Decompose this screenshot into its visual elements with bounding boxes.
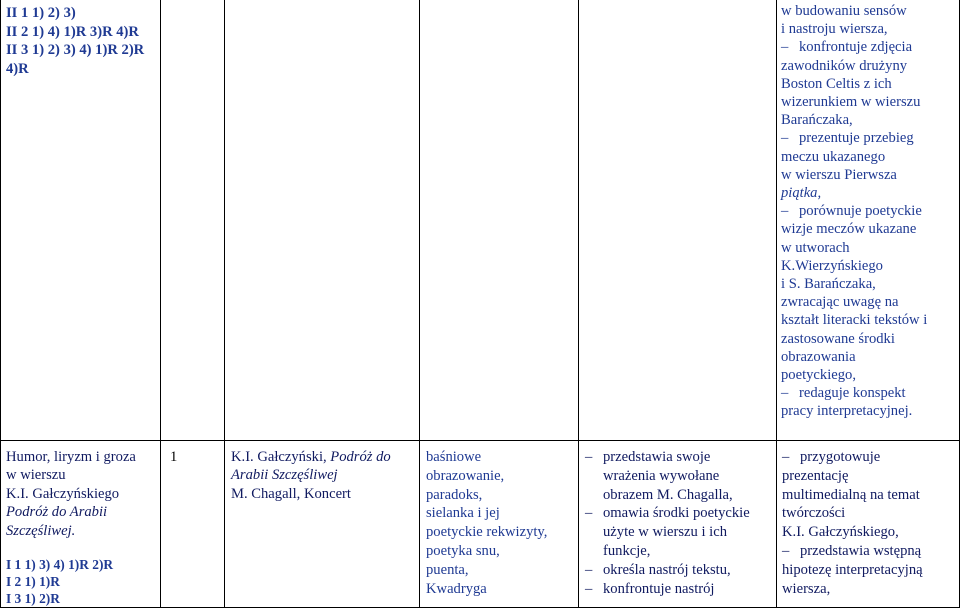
- text-line: K.I. Gałczyński, Podróż do: [231, 449, 391, 465]
- skill-line: w utworach: [781, 239, 850, 256]
- concept-line: obrazowanie,: [426, 467, 505, 484]
- skill-line: meczu ukazanego: [781, 148, 886, 165]
- skill-line: – konfrontuje nastrój: [585, 580, 715, 597]
- skill-line: – omawia środki poetyckie: [585, 505, 750, 522]
- code-line: II 2 1) 4) 1)R 3)R 4)R: [6, 23, 139, 40]
- concept-line: sielanka i jej: [426, 505, 500, 522]
- concept-line: Kwadryga: [426, 580, 487, 597]
- column-divider: [419, 0, 420, 608]
- concept-line: baśniowe: [426, 449, 482, 465]
- skill-line: K.I. Gałczyńskiego,: [782, 524, 899, 541]
- topic-codes: [6, 556, 113, 607]
- skill-line: poetyckiego,: [781, 367, 856, 384]
- skill-line: kształt literacki tekstów i: [781, 312, 928, 329]
- topic-line: w wierszu: [6, 467, 66, 484]
- column-divider: [224, 0, 225, 608]
- column-divider: [160, 0, 161, 608]
- skill-line: – określa nastrój tekstu,: [585, 561, 731, 578]
- skill-line: – przygotowuje: [782, 449, 881, 465]
- hours-value: 1: [170, 449, 178, 465]
- extended-skills-continuation: [781, 2, 927, 421]
- code-line: I 1 1) 3) 4) 1)R 2)R: [6, 557, 114, 572]
- text-line: M. Chagall, Koncert: [231, 485, 351, 502]
- topic-line: Szczęśliwej.: [6, 522, 76, 539]
- skill-line: – prezentuje przebieg: [781, 130, 914, 147]
- skill-line: w budowaniu sensów: [781, 3, 907, 19]
- skill-line: wizerunkiem w wierszu: [781, 94, 921, 111]
- skill-line: prezentację: [782, 467, 849, 484]
- skill-line: obrazowania: [781, 348, 856, 365]
- skill-line: – porównuje poetyckie: [781, 203, 922, 220]
- skill-line: zawodników drużyny: [781, 57, 908, 74]
- column-divider: [578, 0, 579, 608]
- topic-line: K.I. Gałczyńskiego: [6, 485, 120, 502]
- skill-line: pracy interpretacyjnej.: [781, 403, 913, 420]
- code-line: I 3 1) 2)R: [6, 591, 60, 606]
- concept-line: poetyckie rekwizyty,: [426, 524, 548, 541]
- skill-line: wrażenia wywołane: [603, 467, 720, 484]
- skill-line: zwracając uwagę na: [781, 294, 899, 311]
- skill-line: Barańczaka,: [781, 112, 853, 129]
- hours-cell: [170, 448, 177, 467]
- concept-line: paradoks,: [426, 486, 483, 503]
- skill-line: twórczości: [782, 505, 846, 522]
- skill-line: funkcje,: [603, 542, 651, 559]
- column-divider: [776, 0, 777, 608]
- basic-skills-cell: [585, 448, 750, 598]
- topic-line: Podróż do Arabii: [6, 504, 108, 521]
- code-line: II 3 1) 2) 3) 4) 1)R 2)R: [6, 42, 145, 59]
- row-divider: [0, 440, 960, 441]
- skill-line: i nastroju wiersza,: [781, 21, 888, 38]
- code-line: I 2 1) 1)R: [6, 574, 60, 589]
- skill-line: w wierszu Pierwsza: [781, 166, 897, 183]
- topic-line: Humor, liryzm i groza: [6, 449, 136, 465]
- skill-line: zastosowane środki: [781, 330, 895, 347]
- text-line: Arabii Szczęśliwej: [231, 467, 338, 484]
- skill-line: obrazem M. Chagalla,: [603, 486, 733, 503]
- skill-line: piątka,: [781, 185, 822, 202]
- texts-cell: [231, 448, 391, 503]
- skill-line: wizje meczów ukazane: [781, 221, 917, 238]
- skill-line: hipotezę interpretacyjną: [782, 561, 923, 578]
- skill-line: użyte w wierszu i ich: [603, 524, 728, 541]
- extended-skills-cell: [782, 448, 923, 598]
- skill-line: multimedialną na temat: [782, 486, 920, 503]
- skill-line: K.Wierzyńskiego: [781, 257, 883, 274]
- concept-line: puenta,: [426, 561, 469, 578]
- table-border-left: [0, 0, 1, 608]
- skill-line: wiersza,: [782, 580, 831, 597]
- concepts-cell: [426, 448, 547, 598]
- skill-line: – przedstawia wstępną: [782, 542, 922, 559]
- skill-line: i S. Barańczaka,: [781, 276, 876, 293]
- skill-line: – przedstawia swoje: [585, 449, 711, 465]
- concept-line: poetyka snu,: [426, 542, 500, 559]
- code-line: 4)R: [6, 60, 29, 77]
- skill-line: Boston Celtis z ich: [781, 75, 892, 92]
- code-line: II 1 1) 2) 3): [6, 5, 76, 21]
- skill-line: – konfrontuje zdjęcia: [781, 39, 913, 56]
- top-left-codes: [6, 4, 144, 78]
- topic-cell: [6, 448, 136, 540]
- skill-line: – redaguje konspekt: [781, 385, 906, 402]
